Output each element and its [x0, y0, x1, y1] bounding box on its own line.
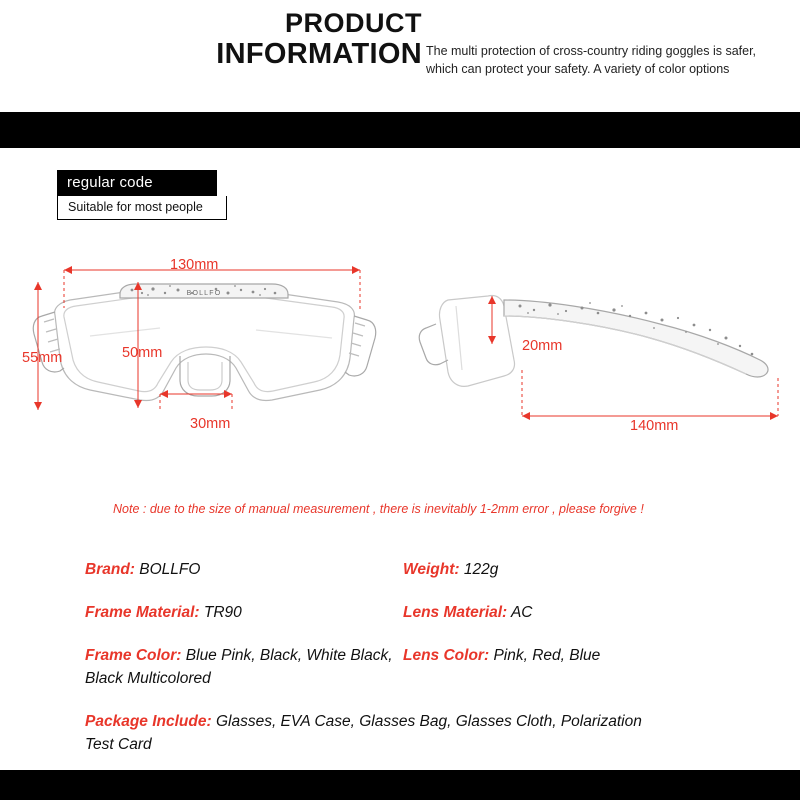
spec-package-include-key: Package Include: [85, 713, 212, 730]
spec-lens-material-value: AC [510, 604, 533, 621]
front-height-label: 55mm [22, 350, 63, 366]
temple-height-label: 20mm [522, 338, 563, 354]
bridge-width-label: 30mm [190, 416, 231, 432]
measurement-note: Note : due to the size of manual measurement , there is inevitably 1-2mm error , please forgive ! [113, 502, 644, 516]
spec-weight-key: Weight: [403, 561, 460, 578]
spec-frame-material [85, 601, 405, 624]
header-description: The multi protection of cross-country riding goggles is safer, which can protect your safety. A variety of color options [426, 44, 757, 76]
spec-lens-color-key: Lens Color: [403, 647, 490, 664]
footer-bar [0, 770, 800, 800]
spec-lens-material [403, 601, 763, 624]
side-view-illustration [400, 240, 800, 460]
spec-brand-key: Brand: [85, 561, 135, 578]
spec-lens-color-value: Pink, Red, Blue [493, 647, 601, 664]
spec-frame-color-value: Blue Pink, Black, White Black, Black Multicolored [85, 647, 393, 687]
spec-lens-material-key: Lens Material: [403, 604, 508, 621]
regular-code-subtitle: Suitable for most people [57, 196, 227, 220]
front-width-label: 130mm [170, 257, 219, 273]
temple-length-label: 140mm [630, 418, 679, 434]
title-line-2: INFORMATION [216, 38, 422, 70]
title-line-1: PRODUCT [285, 8, 422, 38]
spec-weight-value: 122g [463, 561, 499, 578]
spec-package-include-value: Glasses, EVA Case, Glasses Bag, Glasses Cloth, Polarization Test Card [85, 713, 642, 753]
lens-height-label: 50mm [122, 345, 163, 361]
spec-lens-color [403, 644, 763, 667]
spec-package-include [85, 710, 645, 756]
svg-text:BOLLFO: BOLLFO [186, 290, 222, 297]
measurement-diagram [0, 240, 800, 500]
header-divider-bar [0, 112, 800, 148]
header [0, 0, 800, 112]
regular-code-badge: regular code [57, 170, 217, 196]
spec-brand [85, 558, 405, 581]
spec-frame-color [85, 644, 405, 690]
spec-frame-color-key: Frame Color: [85, 647, 182, 664]
spec-frame-material-key: Frame Material: [85, 604, 200, 621]
spec-frame-material-value: TR90 [203, 604, 242, 621]
spec-weight [403, 558, 763, 581]
page-title [186, 8, 422, 70]
spec-brand-value: BOLLFO [139, 561, 201, 578]
